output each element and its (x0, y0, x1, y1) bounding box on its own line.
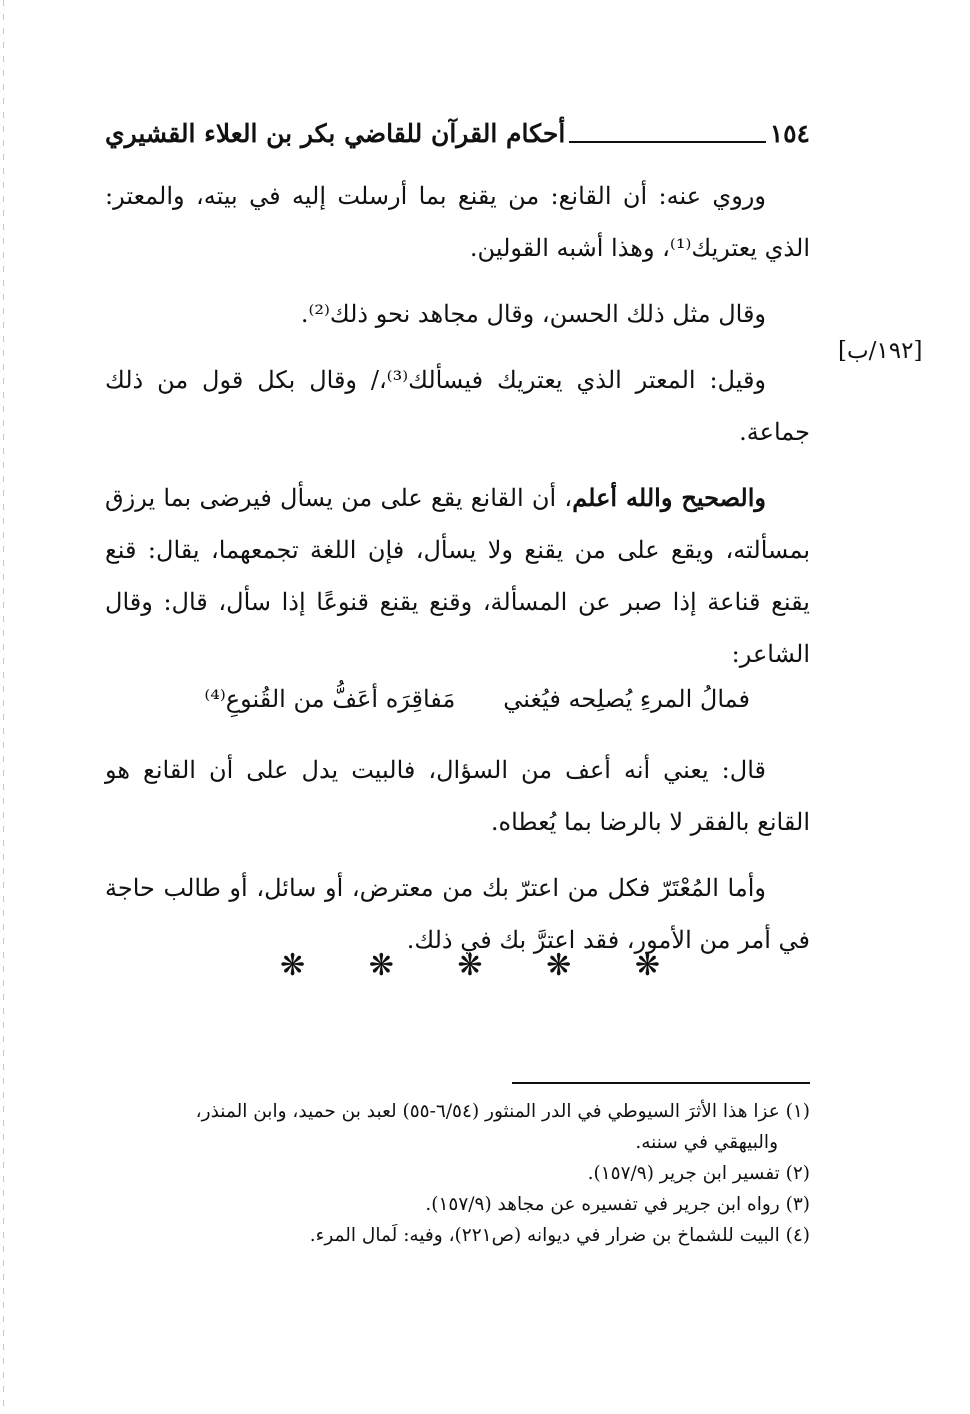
footnote-4: (٤) البيت للشماخ بن ضرار في ديوانه (ص٢٢١)، وفيه: لَمال المرء. (309, 1225, 810, 1246)
footnote-1: (١) عزا هذا الأثرَ السيوطي في الدر المنثور (٦/٥٤-٥٥) لعبد بن حميد، وابن المنذر، (195, 1101, 810, 1122)
bold-lead-phrase: والصحيح والله أعلم (572, 483, 767, 512)
footnotes (105, 1096, 810, 1251)
section-divider-ornaments (280, 940, 660, 990)
footnote-1-continuation: والبيهقي في سننه. (635, 1132, 778, 1153)
footnote-3: (٣) رواه ابن جرير في تفسيره عن مجاهد (١٥٧/٩). (425, 1194, 810, 1215)
header-rule (569, 141, 765, 143)
footnote-separator (512, 1082, 810, 1084)
ornament-star-icon: ❋ (368, 947, 394, 983)
paragraph-2: وقال مثل ذلك الحسن، وقال مجاهد نحو ذلك⁽²⁾. (300, 300, 766, 328)
ornament-star-icon: ❋ (280, 947, 306, 983)
paragraph-main-text: ، أن القانع يقع على من يسأل فيرضى بما يرزق بمسألته، ويقع على من يقنع ولا يسأل، فإن اللغة تجمعهما، يقال: قنع يقنع قناعة إذا صبر عن المسألة، وقنع يقنع قنوعًا إذا سأل، قال: وقال الشاعر: (105, 484, 811, 668)
scan-edge-line (3, 0, 4, 1414)
margin-manuscript-reference: [١٩٢/ب] (838, 338, 923, 364)
verse-second-hemistich: مَفاقِرَه أعَفُّ من القُنوعِ⁽⁴⁾ (204, 685, 456, 713)
paragraph-3: وقيل: المعتر الذي يعتريك فيسألك⁽³⁾،/ وقال بكل قول من ذلك جماعة. (105, 366, 810, 446)
footnote-2: (٢) تفسير ابن جرير (١٥٧/٩). (587, 1163, 810, 1184)
page-header (105, 112, 810, 152)
paragraph-1: وروي عنه: أن القانع: من يقنع بما أرسلت إليه في بيته، والمعتر: الذي يعتريك⁽¹⁾، وهذا أشبه القولين. (105, 182, 810, 262)
ornament-star-icon: ❋ (457, 947, 483, 983)
main-text (105, 170, 810, 980)
paragraph-main (105, 472, 810, 680)
ornament-star-icon: ❋ (634, 947, 660, 983)
running-title: أحكام القرآن للقاضي بكر بن العلاء القشيري (105, 119, 566, 148)
paragraph-closing: وأما المُعْتَرّ فكل من اعترّ بك من معترض، أو سائل، أو طالب حاجة في أمر من الأمور، فقد اعترَّ بك في ذلك. (105, 874, 810, 954)
paragraph-commentary: قال: يعني أنه أعف من السؤال، فالبيت يدل على أن القانع هو القانع بالفقر لا بالرضا بما يُعطاه. (105, 756, 810, 836)
poetry-verse (105, 676, 810, 722)
ornament-star-icon: ❋ (546, 947, 572, 983)
page-number: ١٥٤ (769, 119, 810, 148)
verse-first-hemistich: فمالُ المرءِ يُصلِحه فيُغني (503, 685, 750, 713)
